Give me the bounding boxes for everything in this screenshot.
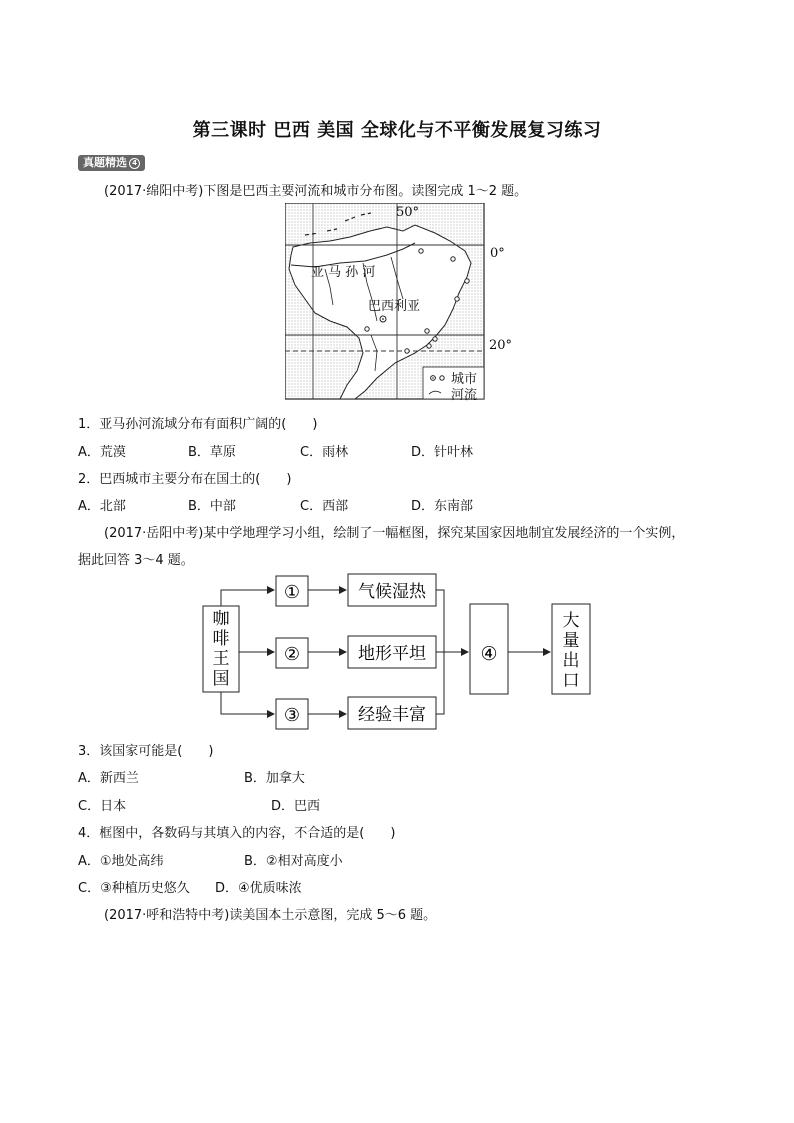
city-7 xyxy=(433,337,437,341)
box-coffee-char-3: 王 xyxy=(212,649,230,669)
map-lat20-label: 20° xyxy=(489,338,513,353)
q2-option-c: C．西部 xyxy=(300,499,349,514)
map-lon-label: 50° xyxy=(396,205,420,220)
q3-option-b: B．加拿大 xyxy=(244,771,305,786)
q1-stem: 1．亚马孙河流域分布有面积广阔的( ) xyxy=(78,417,318,432)
q3-4-intro-line2: 据此回答 3～4 题。 xyxy=(78,553,194,568)
capital-label: 巴西利亚 xyxy=(368,299,421,314)
city-8 xyxy=(427,344,431,348)
city-4 xyxy=(455,297,459,301)
export-char-1: 大 xyxy=(562,611,580,631)
q2-option-b: B．中部 xyxy=(188,499,236,514)
coffee-flowchart xyxy=(200,568,600,733)
city-5 xyxy=(365,327,369,331)
city-9 xyxy=(405,349,409,353)
q4-option-c: C．③种植历史悠久 xyxy=(78,881,190,896)
q1-2-intro: (2017·绵阳中考)下图是巴西主要河流和城市分布图。读图完成 1～2 题。 xyxy=(104,184,528,199)
q4-stem: 4．框图中，各数码与其填入的内容，不合适的是( ) xyxy=(78,826,396,841)
brazil-map xyxy=(285,203,490,403)
terrain-text: 地形平坦 xyxy=(358,644,426,664)
q5-6-intro: (2017·呼和浩特中考)读美国本土示意图，完成 5～6 题。 xyxy=(104,908,437,923)
climate-text: 气候湿热 xyxy=(358,582,426,602)
amazon-label: 亚 马 孙 河 xyxy=(311,265,376,280)
map-lat0-label: 0° xyxy=(490,246,505,261)
q2-option-d: D．东南部 xyxy=(411,499,474,514)
experience-text: 经验丰富 xyxy=(358,705,426,725)
section-badge-label: 真题精选 xyxy=(83,156,127,169)
q4-option-a: A．①地处高纬 xyxy=(78,854,164,869)
section-badge-number: 4 xyxy=(129,158,140,169)
q4-option-b: B．②相对高度小 xyxy=(244,854,343,869)
num-3-text: ③ xyxy=(283,705,301,726)
q3-option-a: A．新西兰 xyxy=(78,771,139,786)
export-char-3: 出 xyxy=(562,651,580,671)
q3-stem: 3．该国家可能是( ) xyxy=(78,744,214,759)
arrow-to-3 xyxy=(221,692,274,714)
box-coffee-char-1: 咖 xyxy=(212,609,230,629)
num-1-text: ① xyxy=(283,582,301,603)
q3-4-intro-line1: (2017·岳阳中考)某中学地理学习小组，绘制了一幅框图，探究某国家因地制宜发展经济的一个实例， xyxy=(104,526,685,541)
q3-option-d: D．巴西 xyxy=(271,799,321,814)
legend-river-label: 河流 xyxy=(451,388,478,403)
bracket-merge xyxy=(436,590,444,714)
q1-option-a: A．荒漠 xyxy=(78,445,126,460)
city-3 xyxy=(465,279,469,283)
q1-option-b: B．草原 xyxy=(188,445,236,460)
city-6 xyxy=(425,329,429,333)
export-char-4: 口 xyxy=(562,671,580,691)
q3-option-c: C．日本 xyxy=(78,799,127,814)
q2-option-a: A．北部 xyxy=(78,499,126,514)
q4-option-d: D．④优质味浓 xyxy=(215,881,302,896)
num-4-text: ④ xyxy=(480,643,498,665)
section-badge xyxy=(78,155,145,171)
box-coffee-char-2: 啡 xyxy=(212,629,230,649)
page-title: 第三课时 巴西 美国 全球化与不平衡发展复习练习 xyxy=(192,120,602,141)
city-2 xyxy=(451,257,455,261)
num-2-text: ② xyxy=(283,644,301,665)
legend-city-label: 城市 xyxy=(451,372,478,387)
arrow-to-1 xyxy=(221,590,274,606)
box-coffee-char-4: 国 xyxy=(212,669,230,689)
q1-option-c: C．雨林 xyxy=(300,445,349,460)
q1-option-d: D．针叶林 xyxy=(411,445,474,460)
export-char-2: 量 xyxy=(562,631,580,651)
city-1 xyxy=(419,249,423,253)
q2-stem: 2．巴西城市主要分布在国土的( ) xyxy=(78,472,292,487)
